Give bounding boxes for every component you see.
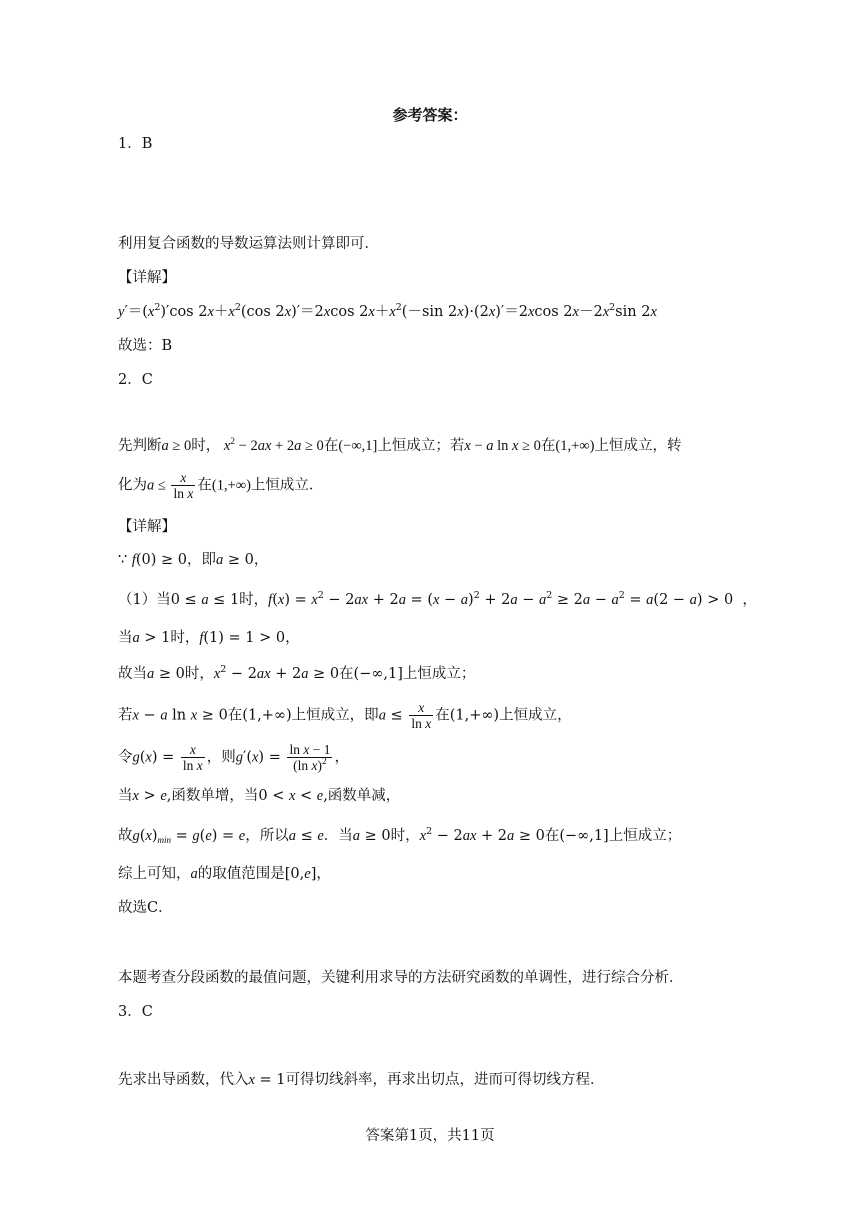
page-footer: 答案第1页，共11页 <box>365 1128 495 1144</box>
detail-heading-1: 【详解】 <box>118 270 176 286</box>
analysis-2-line2: 化为a ≤ $\frac{x}{\text{ln x}}$ 在(1,+∞)上恒成立． <box>118 470 324 501</box>
solution-2-step2: （1）当0 ≤ a ≤ 1时，$f(x) = x^2 - 2ax + 2a = (x - a)^2 + 2a - a^2 \ge 2a - a^2 = a(2 - a) > 0$ ， <box>118 590 757 608</box>
answer-2: 2．C <box>118 372 153 388</box>
analysis-3: 先求出导函数，代入x = 1可得切线斜率，再求出切点，进而可得切线方程． <box>118 1072 605 1088</box>
solution-2-step6: 令g(x) = $\frac{x}{\text{ln x}}$ ，则g′(x) = $\frac{\text{ln x − 1}}{(\ln x)^2}$ ， <box>118 742 349 773</box>
solution-2-step4: 故当a ≥ 0时，$x^2 - 2ax + 2a \ge 0$在(−∞,1]上恒成立； <box>118 664 476 682</box>
analysis-1: 利用复合函数的导数运算法则计算即可． <box>118 236 379 252</box>
solution-1-derivation: $y'=(x^2)'\cos$ $2x+x^2(\cos$ 2x)′＝2xcos $2x+x^2(-\sin$ 2x)·(2x)′＝2xcos $2x-2x^2\sin$ 2x <box>118 302 657 320</box>
analysis-2-line1: 先判断a ≥ 0时， $x^2 - 2ax + 2a \ge 0$在(−∞,1]上恒成立；若x − a ln x ≥ 0在(1,+∞)上恒成立，转 <box>118 437 682 454</box>
solution-2-step1: ∵ f(0) ≥ 0，即a ≥ 0， <box>118 552 269 568</box>
choice-1: 故选：B <box>118 338 173 354</box>
answer-3: 3．C <box>118 1004 153 1020</box>
choice-2: 故选C． <box>118 900 173 916</box>
detail-heading-2: 【详解】 <box>118 519 176 535</box>
solution-2-step5: 若x − a ln x ≥ 0在(1,+∞)上恒成立，即a ≤ $\frac{x}{\text{ln x}}$ 在(1,+∞)上恒成立， <box>118 700 572 731</box>
solution-2-step9: 综上可知，a的取值范围是[0,e]， <box>118 866 331 882</box>
solution-2-step3: 当a > 1时，f(1) = 1 > 0， <box>118 630 300 646</box>
solution-2-step8: 故$g(x)_{min} = g(e) = e$，所以a ≤ e．当a ≥ 0时，$x^2 - 2ax + 2a \ge 0$在(−∞,1]上恒成立； <box>118 826 682 845</box>
comment-2: 本题考查分段函数的最值问题，关键利用求导的方法研究函数的单调性，进行综合分析． <box>118 970 684 986</box>
page-title: 参考答案： <box>392 106 468 124</box>
answer-1: 1．B <box>118 136 153 152</box>
solution-2-step7: 当x > e,函数单增，当0 < x < e,函数单减， <box>118 788 401 804</box>
